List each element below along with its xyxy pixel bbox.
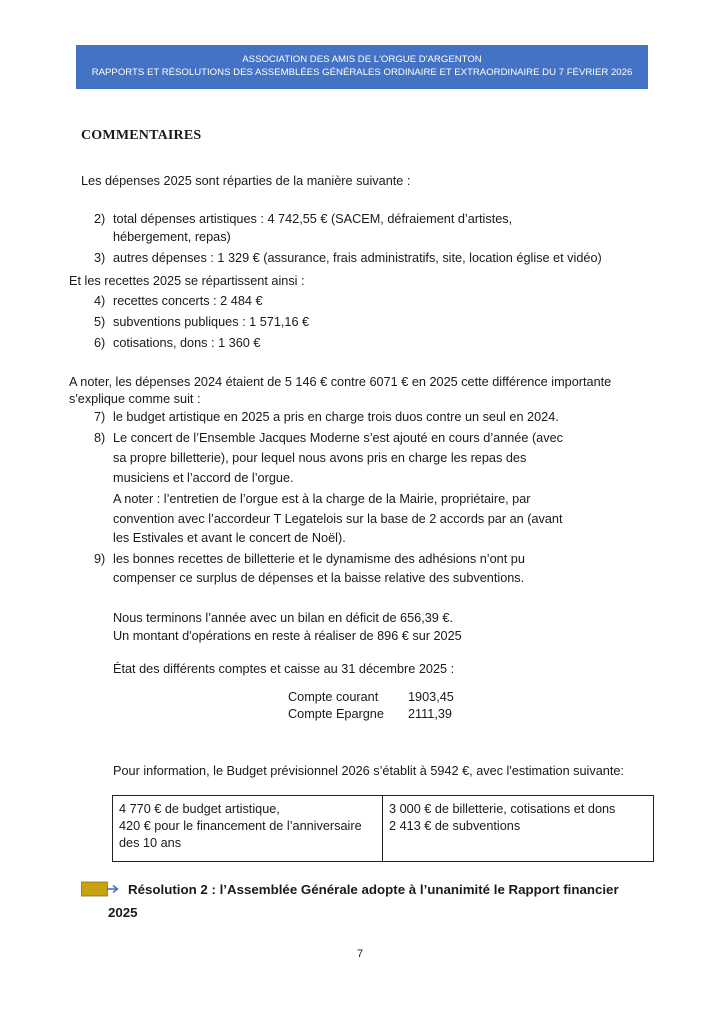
header-banner [76,45,648,89]
list-item: total dépenses artistiques : 4 742,55 € (SACEM, défraiement d’artistes, [113,212,513,226]
account-value: 1903,45 [408,690,454,704]
account-label: Compte Epargne [288,707,384,721]
resolution-text-continuation: 2025 [108,905,138,920]
section-title: COMMENTAIRES [81,128,202,143]
page-number: 7 [357,948,364,960]
list-item: autres dépenses : 1 329 € (assurance, frais administratifs, site, location église et vidéo) [113,251,602,265]
arrow-right-icon [81,881,121,897]
budget-revenues-cell [383,796,653,861]
list-item-continuation: hébergement, repas) [113,230,231,244]
accounts-list [288,689,454,723]
expenses-intro: Les dépenses 2025 sont réparties de la manière suivante : [81,174,411,188]
revenues-intro: Et les recettes 2025 se répartissent ainsi : [69,274,305,288]
account-value: 2111,39 [408,707,452,721]
list-item-continuation: compenser ce surplus de dépenses et la baisse relative des subventions. [113,571,525,585]
accounts-intro: État des différents comptes et caisse au 31 décembre 2025 : [113,662,455,676]
budget-table [112,795,654,862]
list-item: les bonnes recettes de billetterie et le dynamisme des adhésions n’ont pu [113,552,525,566]
note-line1: A noter, les dépenses 2024 étaient de 5 146 € contre 6071 € en 2025 cette différence importante [69,375,612,389]
list-item: Le concert de l’Ensemble Jacques Moderne s’est ajouté en cours d’année (avec [113,431,563,445]
list-number: 4) [94,294,106,308]
list-item: cotisations, dons : 1 360 € [113,336,261,350]
note-paragraph: convention avec l’accordeur T Legatelois sur la base de 2 accords par an (avant [113,512,563,526]
budget-line: 4 770 € de budget artistique, [119,802,280,816]
list-number: 3) [94,251,106,265]
account-row [288,706,454,723]
budget-line: des 10 ans [119,836,182,850]
list-item-continuation: musiciens et l’accord de l’orgue. [113,471,294,485]
list-item: recettes concerts : 2 484 € [113,294,263,308]
account-row [288,689,454,706]
list-item-continuation: sa propre billetterie), pour lequel nous avons pris en charge les repas des [113,451,527,465]
list-number: 9) [94,552,106,566]
budget-line: 2 413 € de subventions [389,819,521,833]
list-number: 8) [94,431,106,445]
budget-line: 420 € pour le financement de l’anniversaire [119,819,362,833]
pending-text: Un montant d'opérations en reste à réaliser de 896 € sur 2025 [113,629,462,643]
note-paragraph: A noter : l’entretien de l’orgue est à la charge de la Mairie, propriétaire, par [113,492,531,506]
header-line1: ASSOCIATION DES AMIS DE L'ORGUE D'ARGENTON [242,54,482,65]
list-item: le budget artistique en 2025 a pris en charge trois duos contre un seul en 2024. [113,410,559,424]
budget-line: 3 000 € de billetterie, cotisations et dons [389,802,616,816]
budget-intro: Pour information, le Budget prévisionnel 2026 s’établit à 5942 €, avec l'estimation suivante: [113,764,624,778]
header-line2: RAPPORTS ET RÉSOLUTIONS DES ASSEMBLÉES GÉNÉRALES ORDINAIRE ET EXTRAORDINAIRE DU 7 FÉVRIER 2026 [91,67,633,78]
account-label: Compte courant [288,690,379,704]
list-item: subventions publiques : 1 571,16 € [113,315,310,329]
note-paragraph: les Estivales et avant le concert de Noël). [113,531,346,545]
budget-expenses-cell [113,796,383,861]
note-line2: s'explique comme suit : [69,392,201,406]
list-number: 2) [94,212,106,226]
list-number: 7) [94,410,106,424]
list-number: 6) [94,336,106,350]
list-number: 5) [94,315,106,329]
deficit-text: Nous terminons l’année avec un bilan en déficit de 656,39 €. [113,611,453,625]
resolution-text: Résolution 2 : l’Assemblée Générale adopte à l’unanimité le Rapport financier [128,882,619,897]
